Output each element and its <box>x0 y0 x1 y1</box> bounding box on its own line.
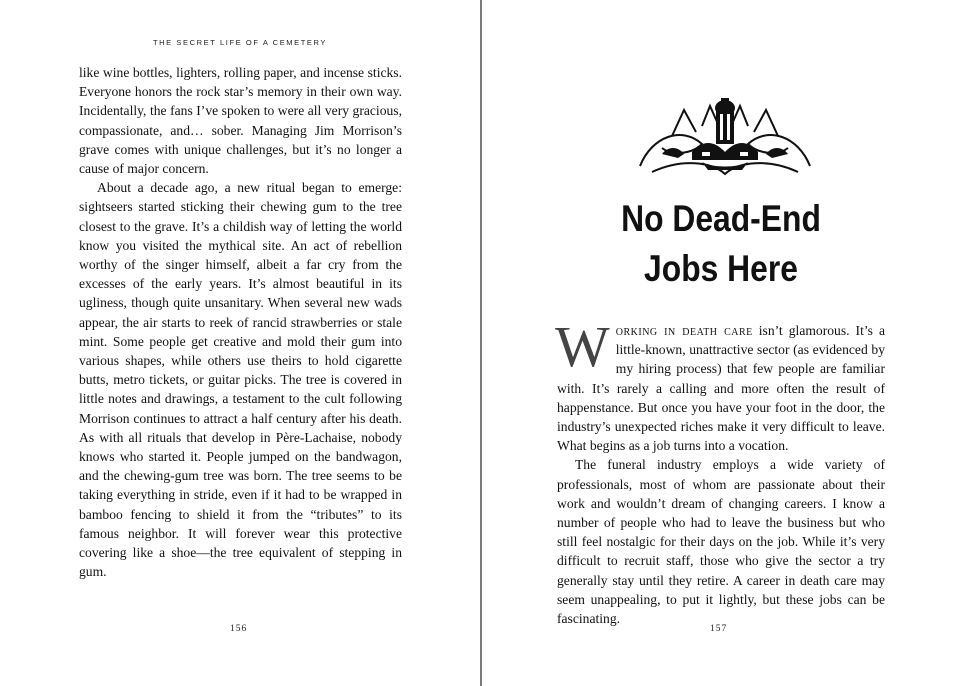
paragraph: like wine bottles, lighters, rolling paper, and incense sticks. Everyone honors the rock star’s memory in their own way. Incidentally, the fans I’ve spoken to were all very gracious, compassionate, and… sober. Managing Jim Morrison’s grave comes with unique challenges, but it’s no longer a cause of major concern. <box>79 65 402 177</box>
opening-text: isn’t glamorous. It’s a little-known, unattractive sector (as evidenced by my hiring process) that few people are familiar with. It’s rarely a calling and more often the result of happenstance. But once you have your foot in the door, the industry’s unexpected riches make it very difficult to leave. What begins as a job turns into a vocation. <box>557 323 886 454</box>
opening-smallcaps: orking in death care <box>615 323 753 338</box>
paragraph: The funeral industry employs a wide variety of professionals, most of whom are passionate about their work and wouldn’t dream of changing careers. I know a number of people who had to leave the business but who still feel nostalgic for their days on the job. While it’s very difficult to recruit staff, those who give the sector a try generally stay until they retire. A career in death care may seem unappealing, to put it lightly, but these jobs can be fascinating. <box>557 457 885 627</box>
paragraph: About a decade ago, a new ritual began to emerge: sightseers started sticking their chewing gum to the tree closest to the grave. It’s a childish way of letting the world know you visited the mythical site. An act of rebellion worthy of the singer himself, albeit a far cry from the excesses of the early years. It’s almost beautiful in its ugliness, though quite unsanitary. When several new wads appear, the air starts to reek of rancid strawberries or stale mint. Some people get creative and mold their gum into various shapes, while others use theirs to hold cigarette butts, metro tickets, or guitar picks. The tree is covered in little notes and drawings, a testament to the cult following Morrison continues to attract a half century after his death. As with all rituals that develop in Père-Lachaise, nobody knows who started it. People jumped on the bandwagon, and the chewing-gum tree was born. The tree seems to be taking everything in stride, even if it had to be wrapped in bamboo fencing to shield it from the “tributes” to its famous neighbor. It will forever wear this protective covering like a shoe—the tree equivalent of stepping in gum. <box>79 180 402 580</box>
right-text-column <box>555 314 886 628</box>
left-text-column <box>79 63 402 581</box>
chapter-title <box>550 194 892 294</box>
drop-cap: W <box>555 314 610 379</box>
chapter-title-line: Jobs Here <box>644 248 798 289</box>
page-number: 156 <box>230 624 248 634</box>
chapter-title-line: No Dead-End <box>621 198 821 239</box>
running-head: THE SECRET LIFE OF A CEMETERY <box>152 38 328 47</box>
ornate-crest-icon <box>632 96 818 180</box>
opening-paragraph <box>555 314 886 455</box>
page-number: 157 <box>710 624 728 634</box>
